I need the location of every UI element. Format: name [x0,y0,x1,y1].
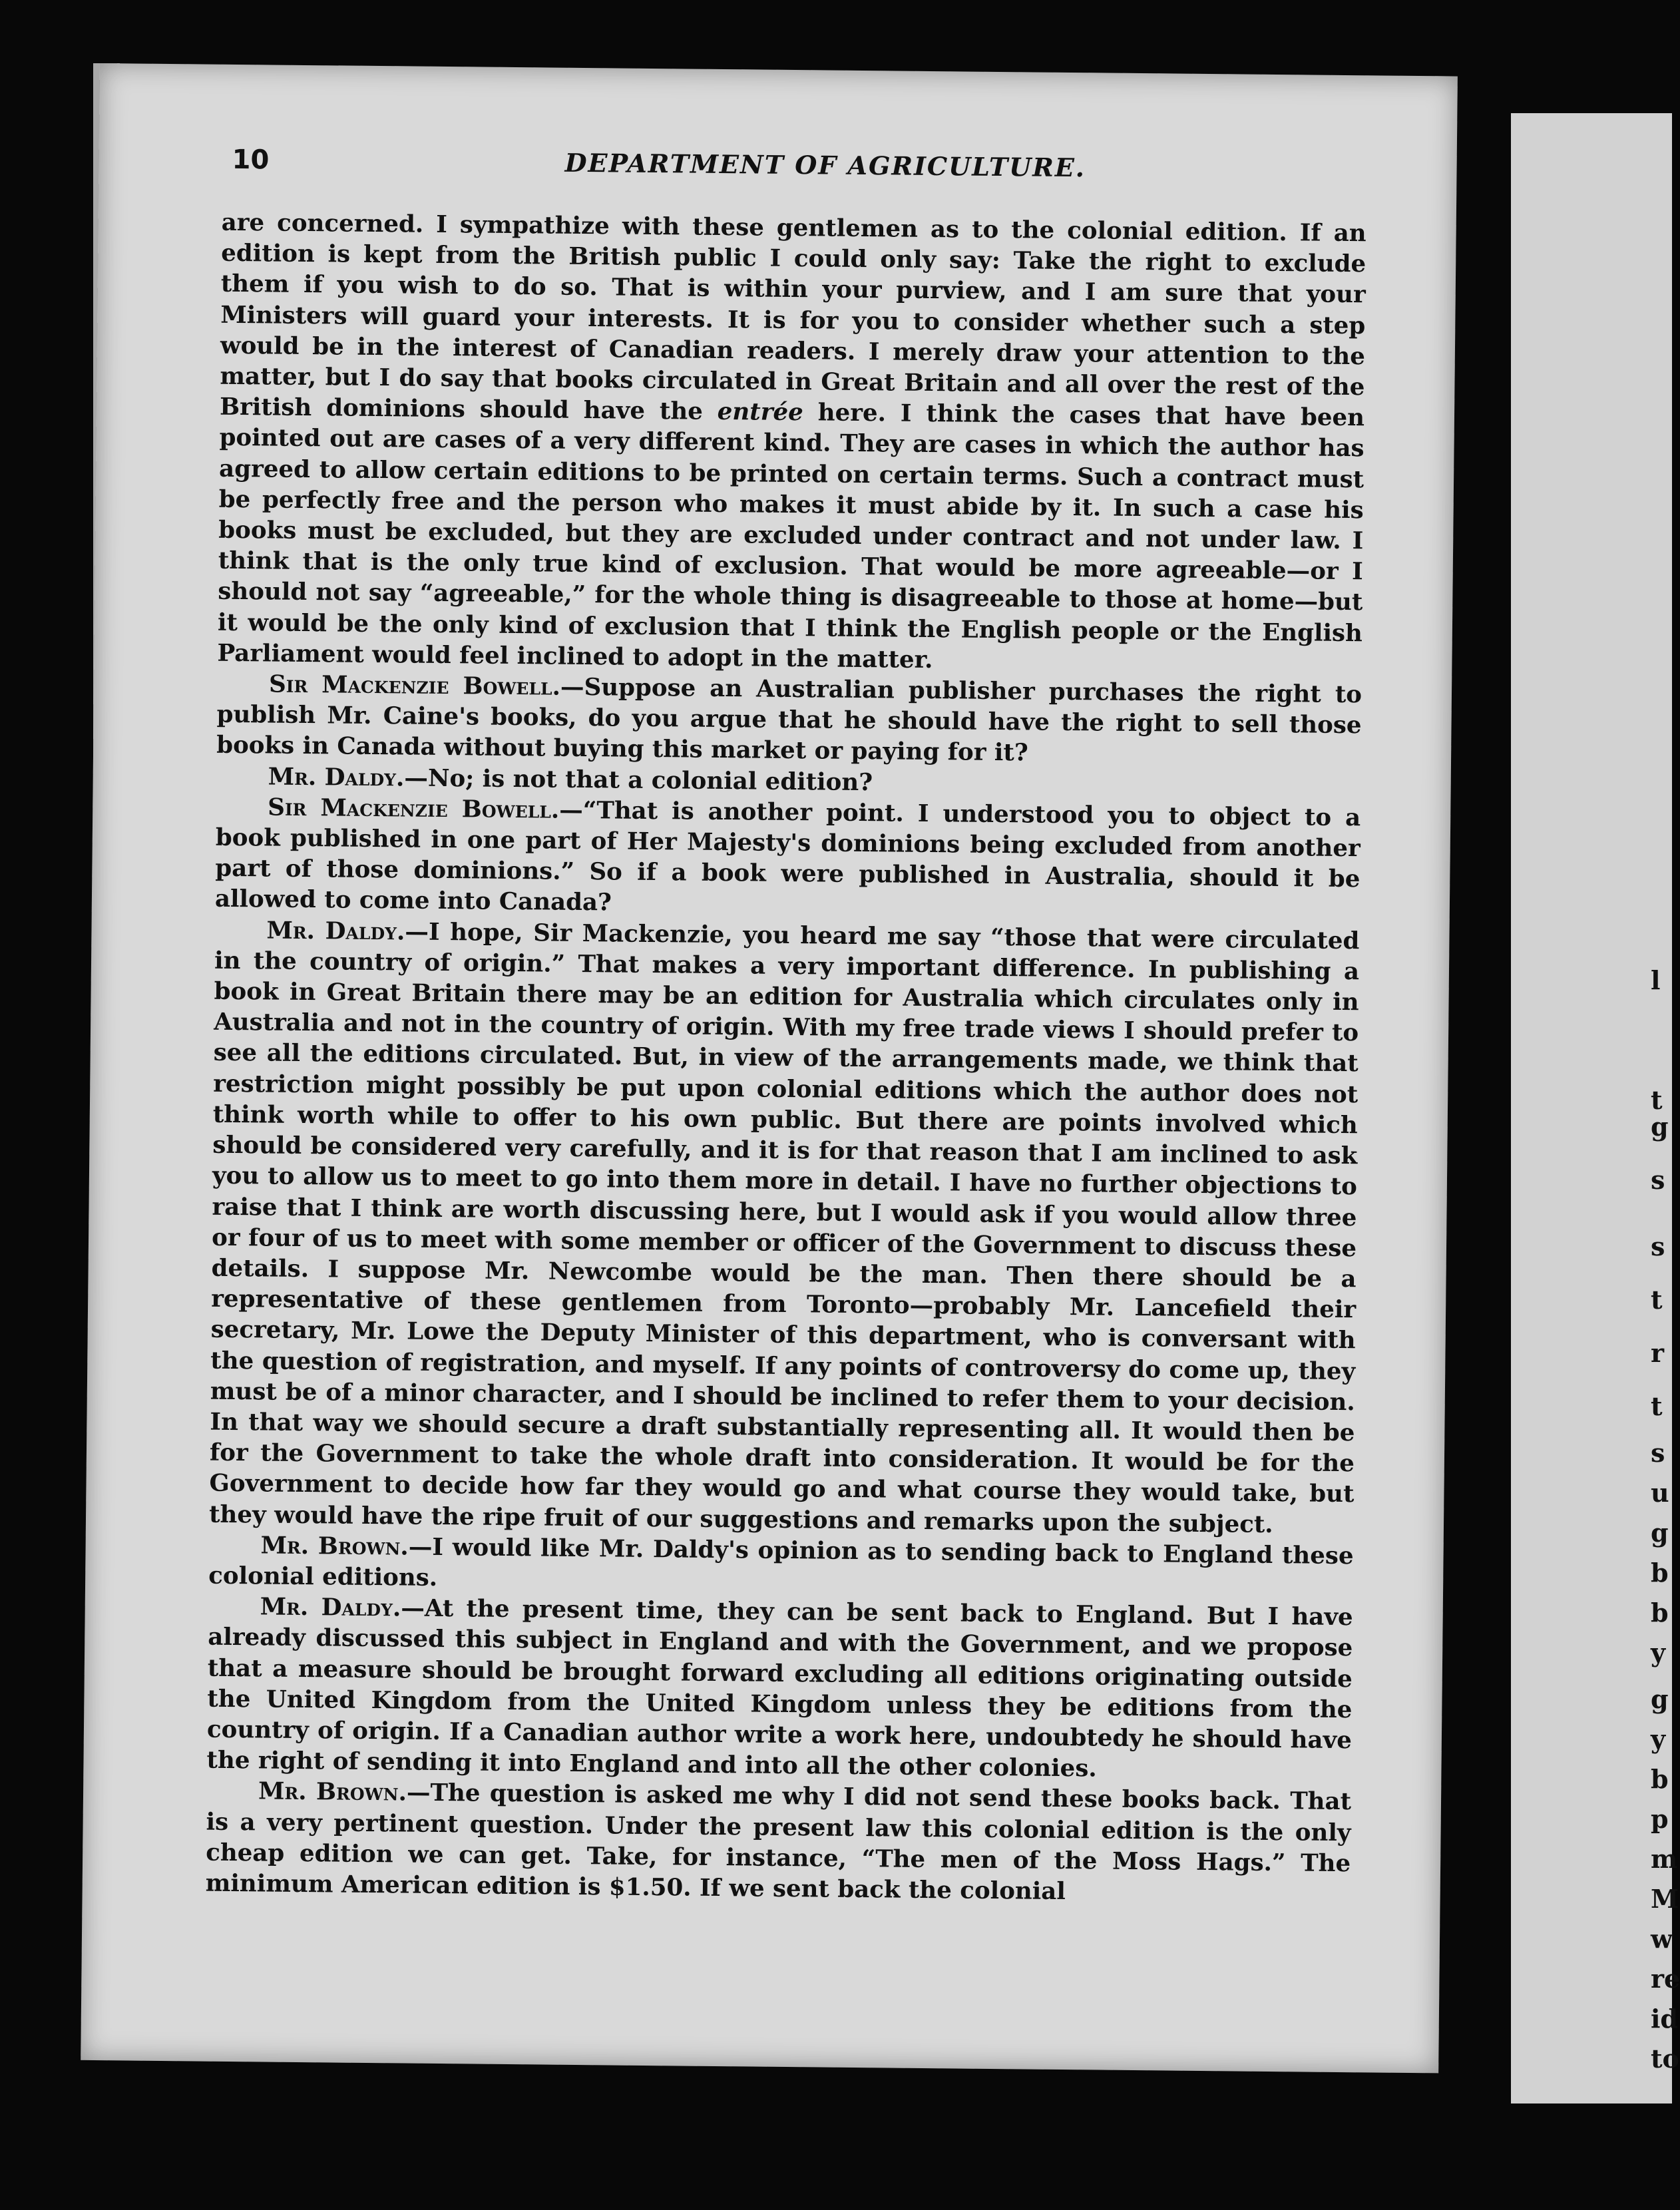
next-page-fragment: to [1651,2044,1679,2074]
next-page-fragment: u [1651,1478,1669,1508]
next-page-fragment: t [1651,1085,1663,1115]
next-page-fragment: t [1651,1285,1663,1315]
speech-text: —“That is another point. I understood you to object to a book published in one part of Her Majesty's dominions being excluded from another part of those dominions.” So if a book were published in Australia, should it be allowed to come into Canada? [214,796,1361,917]
speech-text: —I hope, Sir Mackenzie, you heard me say “those that were circulated in the country of origin.” That makes a very important difference. In publishing a book in Great Britain there may be an edition for Australia which circulates only in Australia and not in the country of origin. With my free trade views I should prefer to see all the editions circulated. But, in view of the arrangements made, we think that restriction might possibly be put upon colonial editions which the author does not think worth while to offer to his own public. But there are points involved which should be considered very carefully, and it is for that reason that I am inclined to ask you to allow us to meet to go into them more in detail. I have no further objections to raise that I think are worth discussing here, but I would ask if you would allow three or four of us to meet with some member or officer of the Government to discuss these details. I suppose Mr. Newcombe would be the man. Then there should be a representative of these gentlemen from Toronto—probably Mr. Lancefield their secretary, Mr. Lowe the Deputy Minister of this department, who is conversant with the question of registration, and myself. If any points of controversy do come up, they must be of a minor character, and I should be inclined to refer them to your decision. In that way we should secure a draft substantially representing all. It would then be for the Government to take the whole draft into consideration. It would be for the Government to decide how far they would go and what course they would take, but they would have the ripe fruit of our suggestions and remarks upon the subject. [208,918,1360,1538]
paragraph-1-end: here. I think the cases that have been pointed out are cases of a very different kind. They are cases in which the author has agreed to allow certain editions to be printed on certain terms. Such a contract must be perfectly free and the person who makes it must abide by it. In such a case his books must be excluded, but they are excluded under contract and not under law. I think that is the only true kind of exclusion. That would be more agreeable—or I should not say “agreeable,” for the whole thing is disagreeable to those at home—but it would be the only kind of exclusion that I think the English people or the English Parliament would feel inclined to adopt in the matter. [217,399,1365,674]
paragraph-1-text: are concerned. I sympathize with these gentlemen as to the colonial edition. If an edition is kept from the British public I could only say: Take the right to exclude them if you wish to do so. That is within your purview, and I am sure that your Ministers will guard your interests. It is for you to consider whether such a step would be in the interest of Canadian readers. I merely draw your attention to the matter, but I do say that books circulated in Great Britain and all over the rest of the British dominions should have the [219,208,1366,426]
speaker-name: Sir Mackenzie Bowell. [268,793,560,824]
next-page-fragment: l [1651,965,1661,995]
adjacent-page-edge [1511,113,1680,2103]
running-head: DEPARTMENT OF AGRICULTURE. [564,147,1086,183]
speech-text: —I would like Mr. Daldy's opinion as to sending back to England these colonial editions. [208,1533,1354,1592]
paragraph-5 [209,915,1360,1541]
next-page-fragment: r [1651,1338,1665,1368]
speech-text: —At the present time, they can be sent back to England. But I have already discussed this subject in England and with the Government, and we propose that a measure should be brought forward excluding all editions originating outside the United Kingdom from the United Kingdom unless they be editions from the country of origin. If a Canadian author write a work here, undoubtedy he should have the right of sending it into England and into all the other colonies. [206,1594,1353,1783]
next-page-fragment: y [1651,1638,1666,1667]
speaker-name: Sir Mackenzie Bowell. [268,670,561,701]
speaker-name: Mr. Daldy. [266,917,405,946]
entree-italic: entrée [717,398,803,427]
speech-text: —The question is asked me why I did not send these books back. That is a very pertinent question. Under the present law this colonial edition is the only cheap edition we can get. Take, for instance, “The men of the Moss Hags.” The minimum American edition is $1.50. If we sent back the colonial [205,1779,1352,1906]
next-page-fragment: g [1651,1684,1669,1714]
speaker-name: Mr. Brown. [260,1532,409,1561]
speaker-name: Mr. Daldy. [268,763,405,792]
paragraph-6 [208,1530,1354,1602]
next-page-fragment: g [1651,1112,1669,1142]
next-page-fragment: s [1651,1438,1665,1468]
next-page-fragment: g [1651,1518,1669,1548]
next-page-fragment: s [1651,1231,1665,1261]
next-page-fragment: id [1651,2004,1679,2034]
speech-text: —Suppose an Australian publisher purchases the right to publish Mr. Caine's books, do you argue that he should have the right to sell those books in Canada without buying this market or paying for it? [216,673,1363,767]
page-header [232,144,1324,202]
next-page-fragment: s [1651,1165,1665,1195]
paragraph-2 [216,669,1362,772]
paragraph-1 [217,208,1366,680]
paragraph-7 [206,1592,1353,1787]
next-page-fragment: b [1651,1764,1669,1794]
page-number: 10 [232,144,270,176]
next-page-fragment: b [1651,1598,1669,1628]
scanned-page [81,63,1458,2073]
speech-text: —No; is not that a colonial edition? [404,764,873,796]
paragraph-8 [206,1776,1352,1910]
speaker-name: Mr. Daldy. [260,1593,401,1622]
paragraph-4 [215,792,1361,926]
next-page-fragment: re [1651,1964,1680,1994]
next-page-fragment: b [1651,1558,1669,1588]
next-page-fragment: M [1651,1884,1679,1914]
next-page-fragment: m [1651,1844,1678,1874]
next-page-fragment: p [1651,1804,1669,1834]
speaker-name: Mr. Brown. [258,1777,407,1807]
next-page-fragment: w [1651,1924,1673,1954]
next-page-fragment: y [1651,1724,1666,1754]
body-text [206,208,1366,1910]
next-page-fragment: t [1651,1391,1663,1421]
